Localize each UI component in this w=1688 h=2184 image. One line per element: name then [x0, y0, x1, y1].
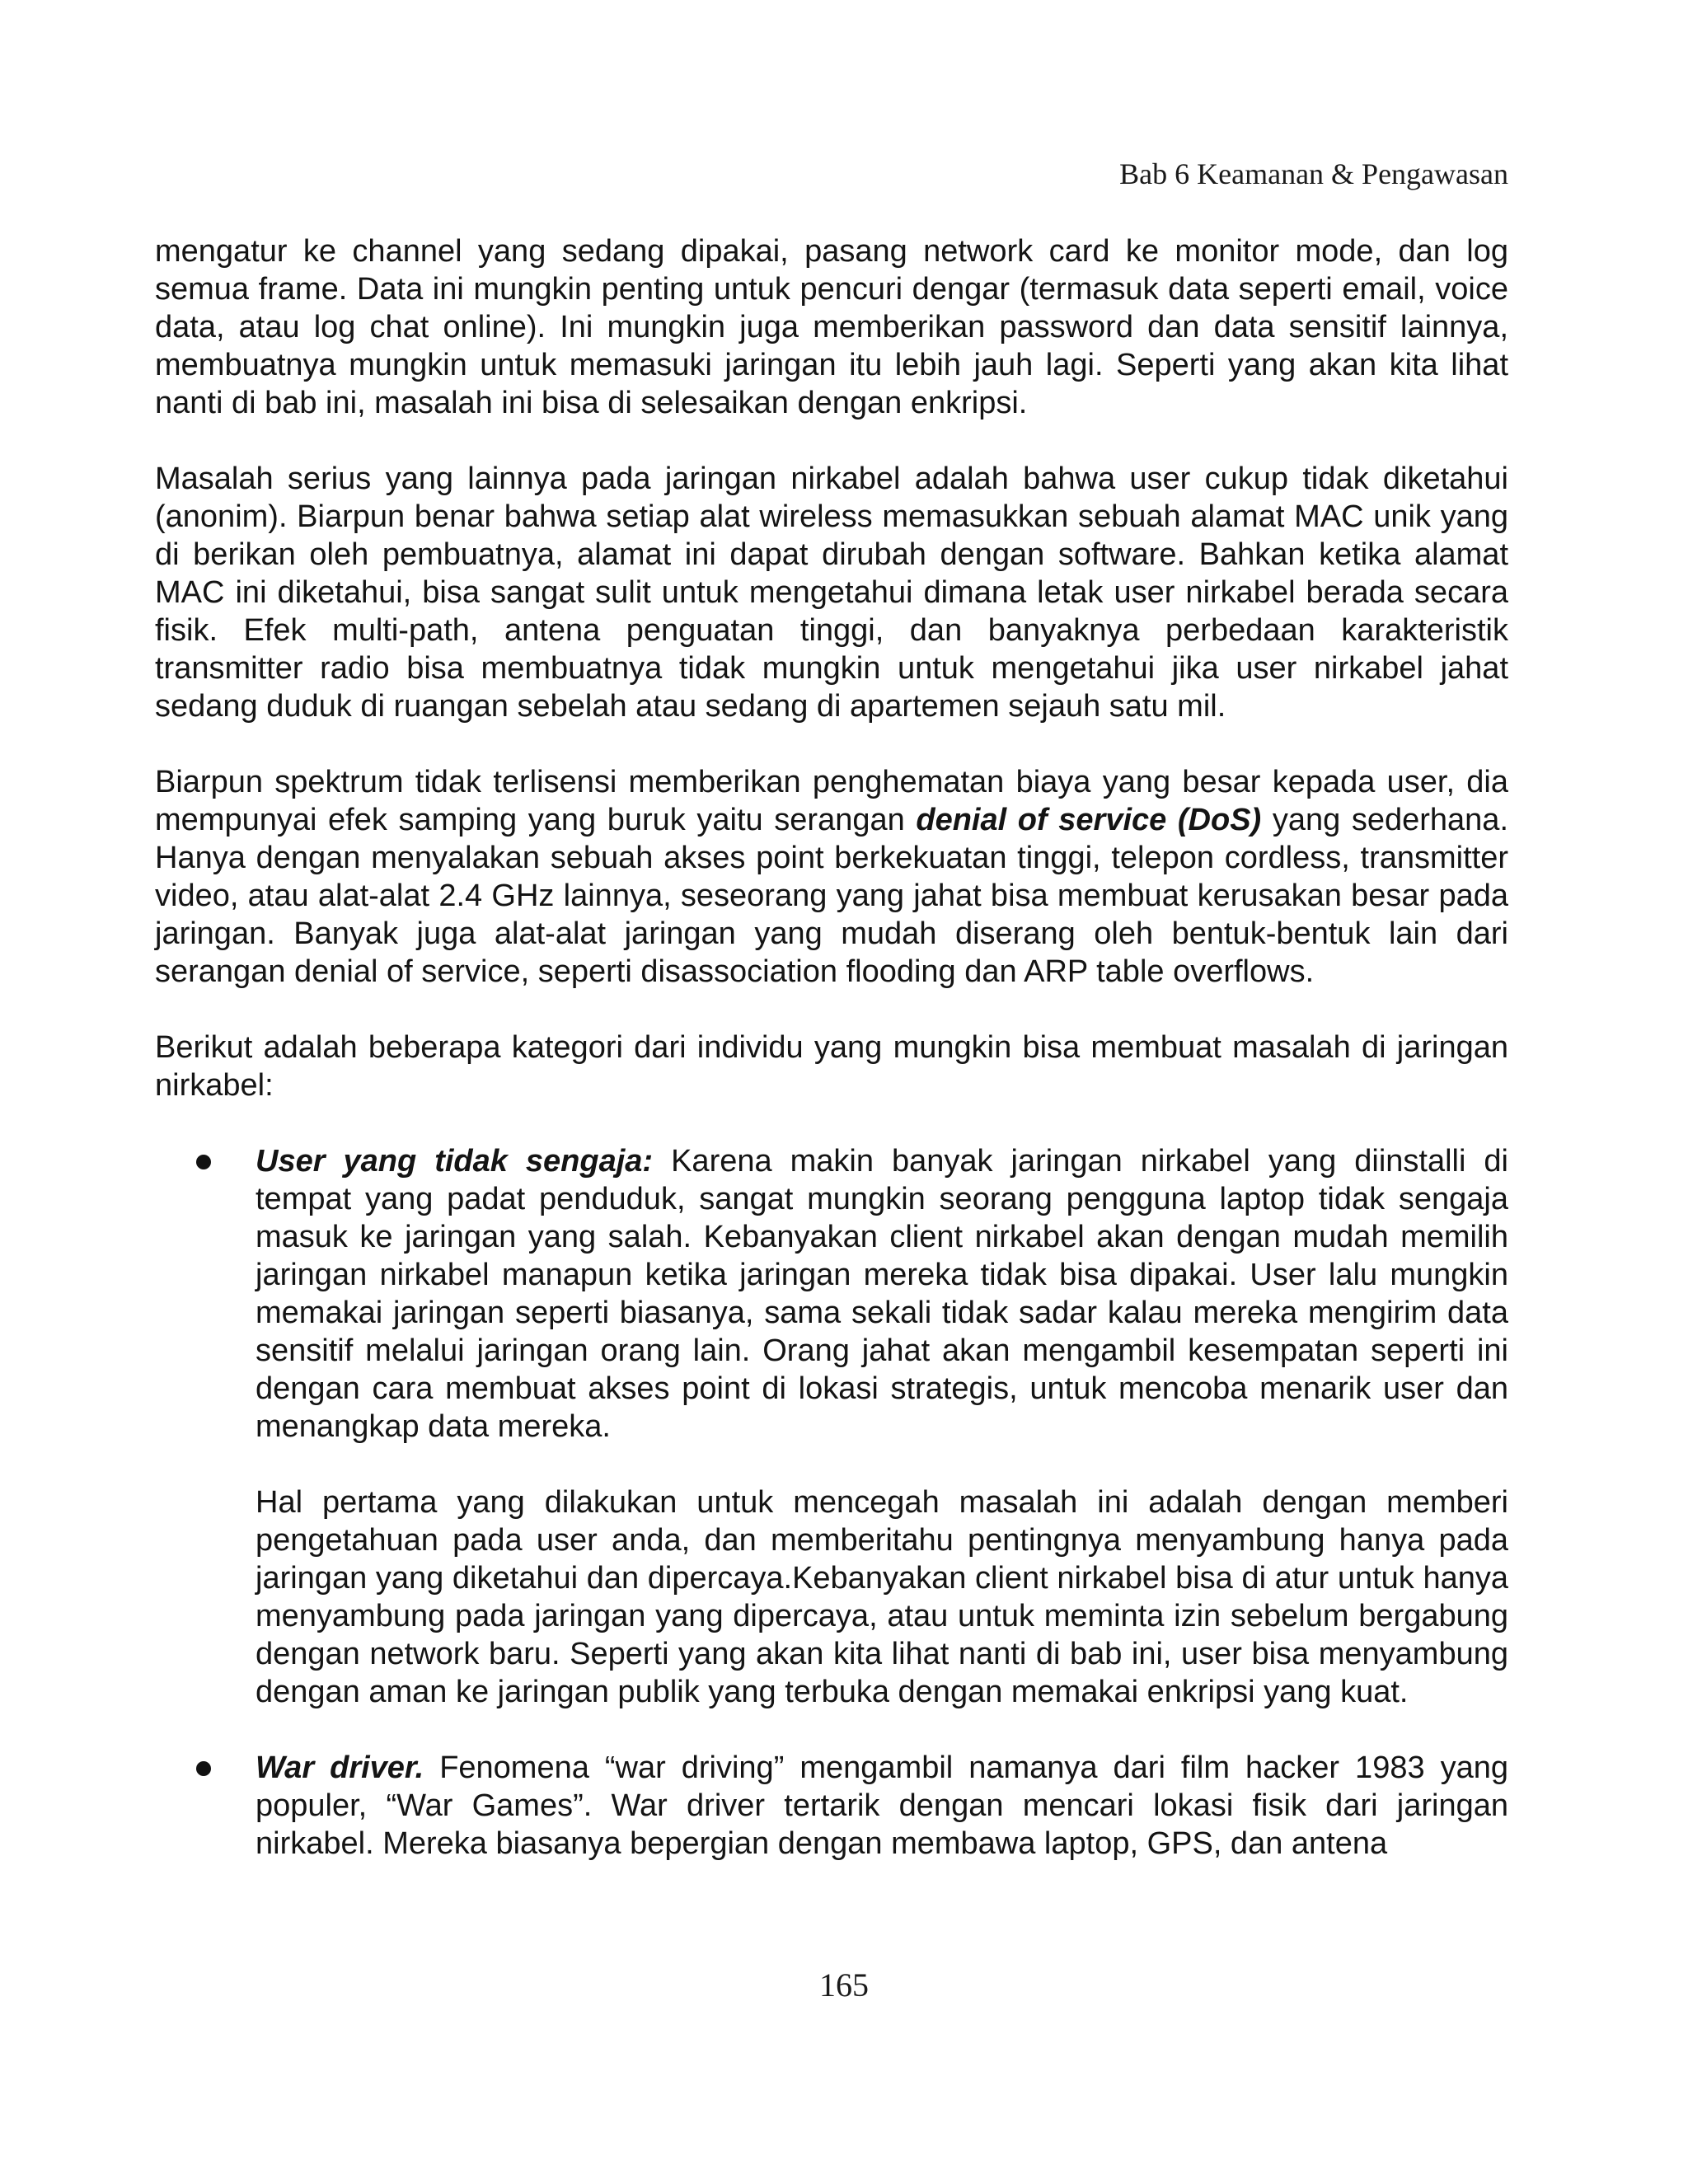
list-item-accidental-user	[155, 1142, 1508, 1711]
paragraph-3-text-before: Biarpun spektrum tidak terlisensi memberikan penghematan biaya yang besar kepada user, dia mempunyai efek samping yang buruk yaitu serangan	[155, 765, 1508, 837]
running-header: Bab 6 Keamanan & Pengawasan	[1119, 157, 1508, 190]
list-item-text	[256, 1749, 1508, 1863]
paragraph-1: mengatur ke channel yang sedang dipakai, pasang network card ke monitor mode, dan log semua frame. Data ini mungkin penting untuk pencuri dengar (termasuk data seperti email, voice data, atau log chat online). Ini mungkin juga memberikan password dan data sensitif lainnya, membuatnya mungkin untuk memasuki jaringan itu lebih jauh lagi. Seperti yang akan kita lihat nanti di bab ini, masalah ini bisa di selesaikan dengan enkripsi.	[155, 234, 1508, 420]
page-number: 165	[819, 1966, 869, 2004]
dos-emphasis: denial of service (DoS)	[916, 803, 1262, 837]
list-item-term: War driver.	[256, 1750, 424, 1785]
list-item-followup: Hal pertama yang dilakukan untuk mencegah masalah ini adalah dengan memberi pengetahuan pada user anda, dan memberitahu pentingnya menyambung hanya pada jaringan yang diketahui dan dipercaya.Kebanyakan client nirkabel bisa di atur untuk hanya menyambung pada jaringan yang dipercaya, atau untuk meminta izin sebelum bergabung dengan network baru. Seperti yang akan kita lihat nanti di bab ini, user bisa menyambung dengan aman ke jaringan publik yang terbuka dengan memakai enkripsi yang kuat.	[256, 1485, 1508, 1709]
bullet-icon	[196, 1761, 211, 1776]
list-item-term: User yang tidak sengaja:	[256, 1144, 654, 1179]
paragraph-2: Masalah serius yang lainnya pada jaringan nirkabel adalah bahwa user cukup tidak diketahui (anonim). Biarpun benar bahwa setiap alat wireless memasukkan sebuah alamat MAC unik yang di berikan oleh pembuatnya, alamat ini dapat dirubah dengan software. Bahkan ketika alamat MAC ini diketahui, bisa sangat sulit untuk mengetahui dimana letak user nirkabel berada secara fisik. Efek multi-path, antena penguatan tinggi, dan banyaknya perbedaan karakteristik transmitter radio bisa membuatnya tidak mungkin untuk mengetahui jika user nirkabel jahat sedang duduk di ruangan sebelah atau sedang di apartemen sejauh satu mil.	[155, 462, 1508, 724]
category-list	[155, 1142, 1508, 1863]
list-item-description: Karena makin banyak jaringan nirkabel yang diinstalli di tempat yang padat penduduk, sangat mungkin seorang pengguna laptop tidak sengaja masuk ke jaringan yang salah. Kebanyakan client nirkabel akan dengan mudah memilih jaringan nirkabel manapun ketika jaringan mereka tidak bisa dipakai. User lalu mungkin memakai jaringan seperti biasanya, sama sekali tidak sadar kalau mereka mengirim data sensitif melalui jaringan orang lain. Orang jahat akan mengambil kesempatan seperti ini dengan cara membuat akses point di lokasi strategis, untuk mencoba menarik user dan menangkap data mereka.	[256, 1144, 1508, 1444]
paragraph-3	[155, 763, 1508, 991]
list-item-text	[256, 1142, 1508, 1446]
list-item-war-driver	[155, 1749, 1508, 1863]
page-body	[155, 232, 1508, 1900]
list-item-description: Fenomena “war driving” mengambil namanya dari film hacker 1983 yang populer, “War Games”. War driver tertarik dengan mencari lokasi fisik dari jaringan nirkabel. Mereka biasanya bepergian dengan membawa laptop, GPS, dan antena	[256, 1750, 1508, 1861]
bullet-icon	[196, 1155, 211, 1169]
paragraph-4: Berikut adalah beberapa kategori dari individu yang mungkin bisa membuat masalah di jaringan nirkabel:	[155, 1030, 1508, 1103]
paragraph-3-text-after: yang sederhana. Hanya dengan menyalakan sebuah akses point berkekuatan tinggi, telepon cordless, transmitter video, atau alat-alat 2.4 GHz lainnya, seseorang yang jahat bisa membuat kerusakan besar pada jaringan. Banyak juga alat-alat jaringan yang mudah diserang oleh bentuk-bentuk lain dari serangan denial of service, seperti disassociation flooding dan ARP table overflows.	[155, 803, 1508, 989]
